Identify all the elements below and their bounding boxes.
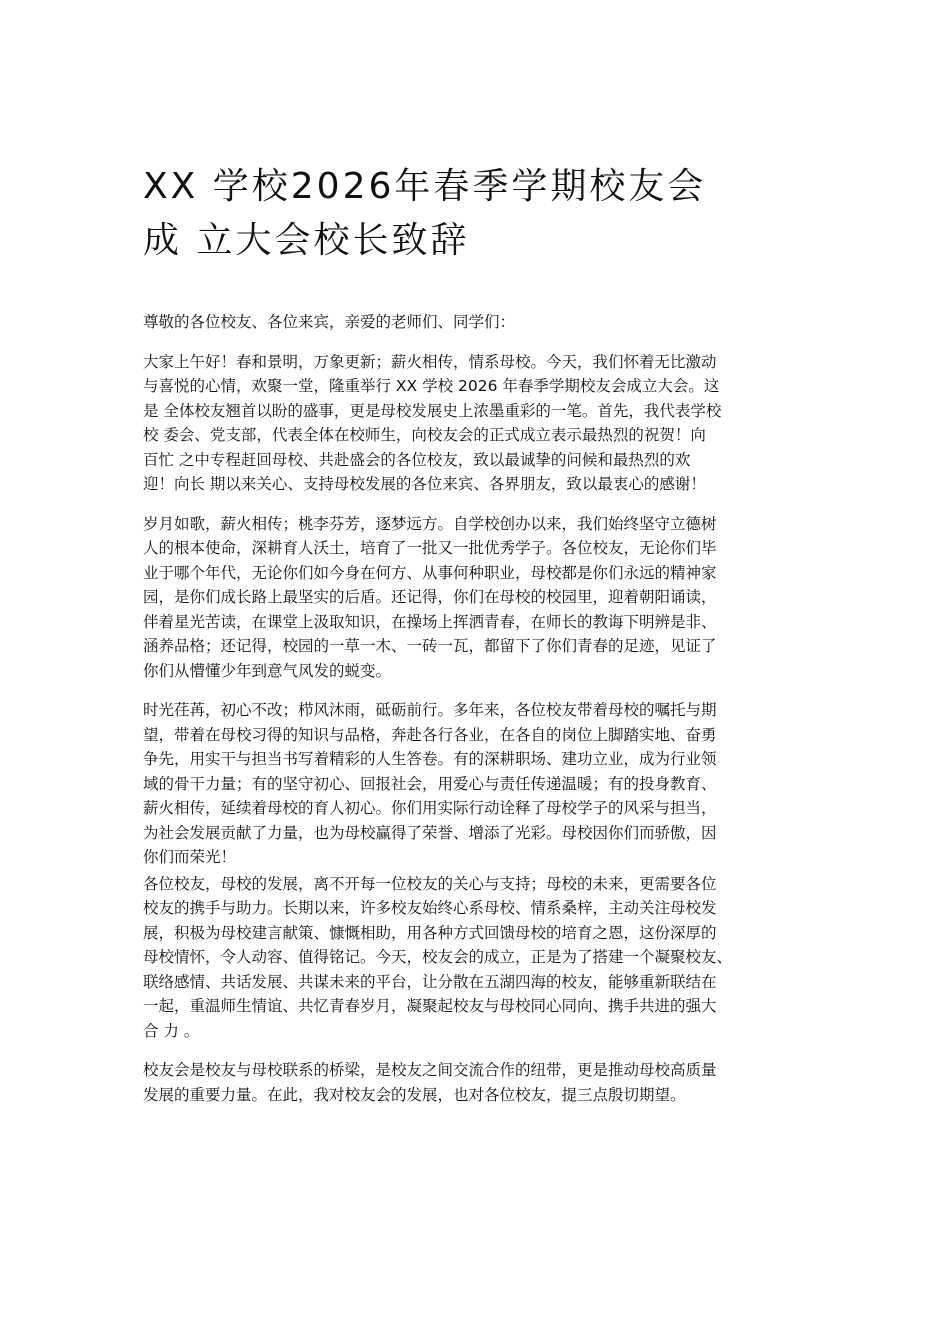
text-line: 联络感情、共话发展、共谋未来的平台，让分散在五湖四海的校友，能够重新联结在 <box>143 972 717 991</box>
text-line: 薪火相传，延续着母校的育人初心。你们用实际行动诠释了母校学子的风采与担当， <box>143 799 717 817</box>
paragraph-achievements <box>143 698 833 870</box>
text-line: 是 全体校友翘首以盼的盛事，更是母校发展史上浓墨重彩的一笔。首先，我代表学校 <box>143 401 722 420</box>
text-line: 人的根本使命，深耕育人沃土，培育了一批又一批优秀学子。各位校友，无论你们毕 <box>143 539 717 557</box>
paragraph-greeting <box>143 350 833 497</box>
paragraph-support <box>143 872 833 1044</box>
text-line: 大家上午好！春和景明，万象更新；薪火相传，情系母校。今天，我们怀着无比激动 <box>143 352 717 371</box>
text-line: 校友会是校友与母校联系的桥梁，是校友之间交流合作的纽带，更是推动母校高质量 <box>143 1061 717 1079</box>
text-line: 发展的重要力量。在此，我对校友会的发展，也对各位校友，提三点殷切期望。 <box>143 1085 686 1104</box>
document-body <box>143 310 833 1122</box>
paragraph-salutation <box>143 310 833 335</box>
paragraph-history <box>143 512 833 684</box>
document-title <box>143 160 823 268</box>
text-line: 伴着星光苦读，在课堂上汲取知识，在操场上挥洒青春，在师长的教诲下明辨是非、 <box>143 612 717 631</box>
text-line: 园，是你们成长路上最坚实的后盾。还记得，你们在母校的校园里，迎着朝阳诵读， <box>143 588 717 606</box>
text-line: 涵养品格；还记得，校园的一草一木、一砖一瓦，都留下了你们青春的足迹，见证了 <box>143 637 717 655</box>
text-line: 时光荏苒，初心不改；栉风沐雨，砥砺前行。多年来，各位校友带着母校的嘱托与期 <box>143 701 717 719</box>
text-line: 为社会发展贡献了力量，也为母校赢得了荣誉、增添了光彩。母校因你们而骄傲，因 <box>143 823 717 842</box>
text-line: 业于哪个年代，无论你们如今身在何方、从事何种职业，母校都是你们永远的精神家 <box>143 563 717 582</box>
text-line: 你们而荣光！ <box>143 848 237 866</box>
text-line: 尊敬的各位校友、各位来宾，亲爱的老师们、同学们： <box>143 313 516 331</box>
text-line: 各位校友，母校的发展，离不开每一位校友的关心与支持；母校的未来，更需要各位 <box>143 874 717 893</box>
text-line: 迎！向长 期以来关心、支持母校发展的各位来宾、各界朋友，致以最衷心的感谢！ <box>143 475 706 493</box>
title-line: XX 学校2026年春季学期校友会 <box>143 166 707 207</box>
paragraph-expectations <box>143 1058 833 1107</box>
text-line: 展，积极为母校建言献策、慷慨相助，用各种方式回馈母校的培育之恩，这份深厚的 <box>143 923 717 942</box>
text-line: 望，带着在母校习得的知识与品格，奔赴各行各业，在各自的岗位上脚踏实地、奋勇 <box>143 725 717 744</box>
text-line: 与喜悦的心情，欢聚一堂，隆重举行 XX 学校 2026 年春季学期校友会成立大会。这 <box>143 377 720 395</box>
text-line: 校 委会、党支部，代表全体在校师生，向校友会的正式成立表示最热烈的祝贺！向 <box>143 426 706 444</box>
text-line: 校友的携手与助力。长期以来，许多校友始终心系母校、情系桑梓，主动关注母校发 <box>143 899 717 917</box>
text-line: 母校情怀，令人动容、值得铭记。今天，校友会的成立，正是为了搭建一个凝聚校友、 <box>143 948 733 966</box>
text-line: 合 力 。 <box>143 1021 200 1040</box>
title-line: 成 立大会校长致辞 <box>143 220 470 261</box>
text-line: 一起，重温师生情谊、共忆青春岁月，凝聚起校友与母校同心同向、携手共进的强大 <box>143 997 717 1015</box>
text-line: 你们从懵懂少年到意气风发的蜕变。 <box>143 661 392 680</box>
text-line: 百忙 之中专程赶回母校、共赴盛会的各位校友，致以最诚挚的问候和最热烈的欢 <box>143 450 691 469</box>
text-line: 域的骨干力量；有的坚守初心、回报社会，用爱心与责任传递温暖；有的投身教育、 <box>143 774 717 793</box>
text-line: 争先，用实干与担当书写着精彩的人生答卷。有的深耕职场、建功立业，成为行业领 <box>143 750 717 768</box>
text-line: 岁月如歌，薪火相传；桃李芬芳，逐梦远方。自学校创办以来，我们始终坚守立德树 <box>143 514 717 533</box>
